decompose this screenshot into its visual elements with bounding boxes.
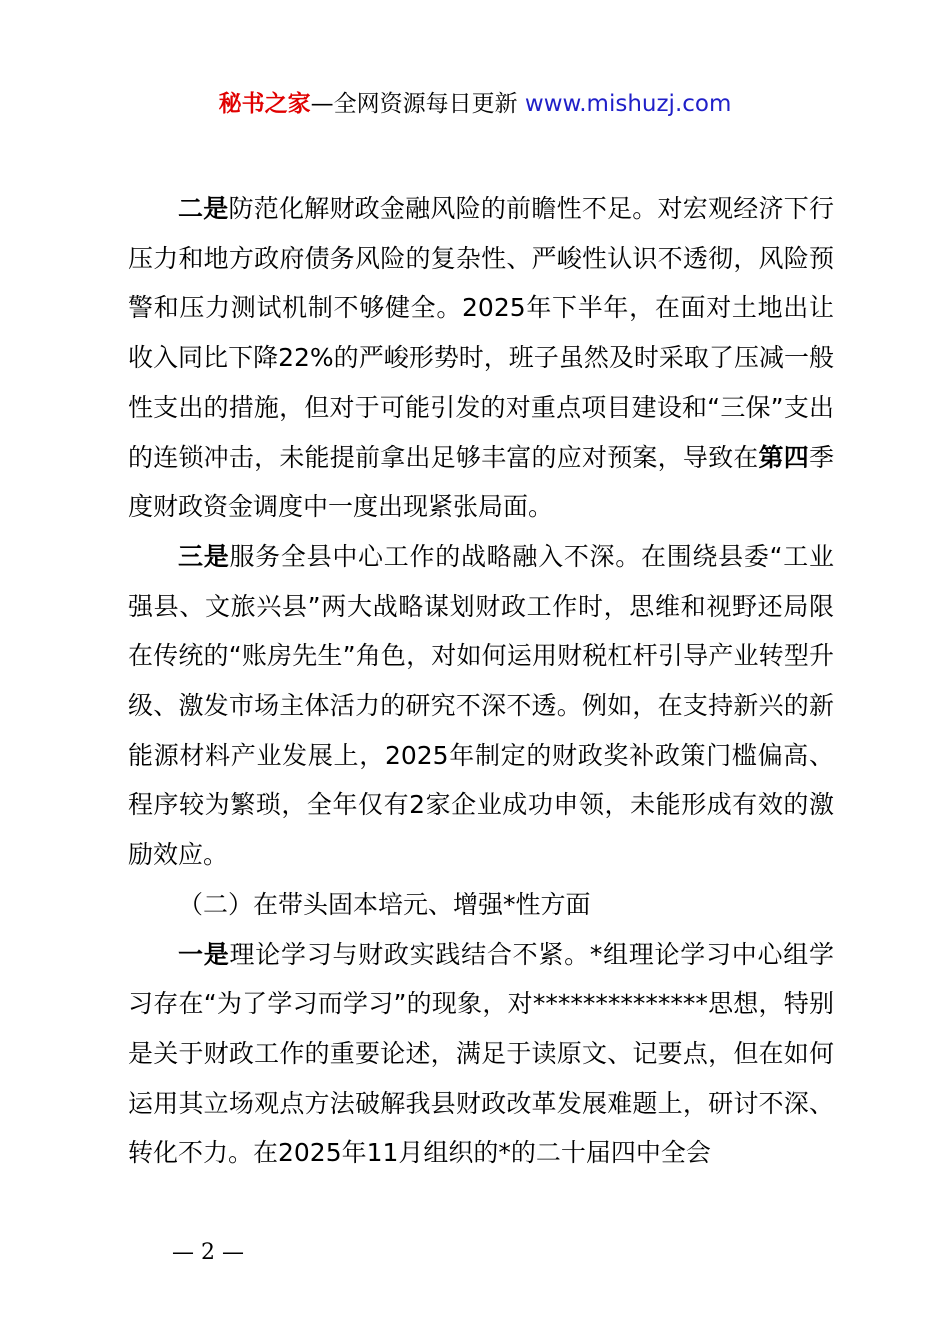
section-heading-text: （二）在带头固本培元、增强*性方面 (178, 889, 591, 919)
brand-name: 秘书之家 (218, 91, 311, 117)
paragraph-text: 防范化解财政金融风险的前瞻性不足。对宏观经济下行压力和地方政府债务风险的复杂性、严峻性认识不透彻，风险预警和压力测试机制不够健全。2025年下半年，在面对土地出让收入同比下降22%的严峻形势时，班子虽然及时采取了压减一般性支出的措施，但对于可能引发的对重点项目建设和“三保”支出的连锁冲击，未能提前拿出足够丰富的应对预案，导致在 (128, 194, 834, 472)
page-header (0, 86, 950, 122)
paragraph-lead: 三是 (178, 541, 230, 571)
page-number: — 2 — (172, 1240, 244, 1265)
paragraph-lead: 一是 (178, 939, 230, 969)
document-body (128, 184, 834, 1178)
website-link[interactable]: www.mishuzj.com (524, 91, 732, 117)
paragraph-1 (128, 930, 834, 1179)
paragraph-2 (128, 184, 834, 532)
paragraph-text: 理论学习与财政实践结合不紧。*组理论学习中心组学习存在“为了学习而学习”的现象，对**************思想，特别是关于财政工作的重要论述，满足于读原文、记要点，但在如何运用其立场观点方法破解我县财政改革发展难题上，研讨不深、转化不力。在2025年11月组织的*的二十届四中全会 (128, 939, 834, 1168)
paragraph-3 (128, 532, 834, 880)
header-slogan: —全网资源每日更新 (310, 91, 518, 117)
paragraph-text: 服务全县中心工作的战略融入不深。在围绕县委“工业强县、文旅兴县”两大战略谋划财政工作时，思维和视野还局限在传统的“账房先生”角色，对如何运用财税杠杆引导产业转型升级、激发市场主体活力的研究不深不透。例如，在支持新兴的新能源材料产业发展上，2025年制定的财政奖补政策门槛偏高、程序较为繁琐，全年仅有2家企业成功申领，未能形成有效的激励效应。 (128, 541, 834, 870)
paragraph-tail: 季度财政资金调度中一度出现紧张局面。 (128, 442, 834, 522)
paragraph-lead: 二是 (178, 194, 229, 223)
emphasized-text: 第四 (758, 442, 809, 472)
section-heading (128, 880, 834, 930)
